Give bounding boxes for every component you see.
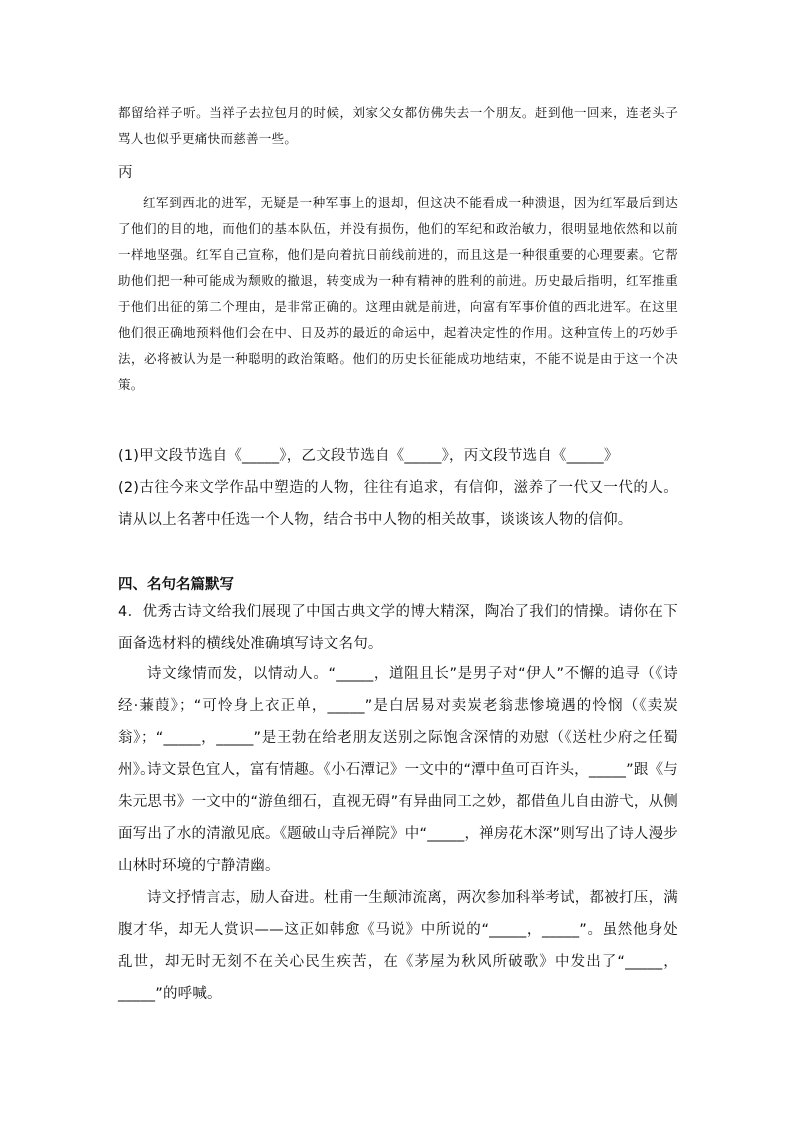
paragraph-emotion: 诗文缘情而发，以情动人。“_____，道阻且长”是男子对“伊人”不懈的追寻（《诗经·蒹葭》；“可怜身上衣正单，_____”是白居易对卖炭老翁悲惨境遇的怜悯（《卖炭翁》；“_____，_____”是王勃在给老朋友送别之际饱含深情的劝慰（《送杜少府之任蜀州》。: [118, 666, 678, 778]
section-four-title: 四、名句名篇默写: [118, 577, 234, 593]
passage-bing-text: 红军到西北的进军，无疑是一种军事上的退却，但这决不能看成一种溃退，因为红军最后到达了他们的目的地，而他们的基本队伍，并没有损伤，他们的军纪和政治敏力，很明显地依然和以前一样地坚强。红军自己宣称，他们是向着抗日前线前进的，而且这是一种很重要的心理要素。它帮助他们把一种可能成为颓败的撤退，转变成为一种有精神的胜利的前进。历史最后指明，红军推重于他们出征的第二个理由，是非常正确的。这理由就是前进，向富有军事价值的西北进军。在这里他们很正确地预料他们会在中、日及苏的最近的命运中，起着决定性的作用。这种宣传上的巧妙手法，必将被认为是一种聪明的政治策略。他们的历史长征能成功地结束，不能不说是由于这一个决策。: [118, 195, 678, 392]
paragraph-aspiration: 诗文抒情言志，励人奋进。杜甫一生颠沛流离，两次参加科举考试，都被打压，满腹才华，却无人赏识——这正如韩愈《马说》中所说的“_____，_____”。虽然他身处乱世，却无时无刻不在关心民生疾苦，在《茅屋为秋风所破歌》中发出了“_____，_____”的呼喊。: [118, 890, 678, 1002]
question-1: (1)甲文段节选自《_____》，乙文段节选自《_____》，丙文段节选自《_____》: [118, 448, 619, 464]
question-2: (2)古往今来文学作品中塑造的人物，往往有追求，有信仰，滋养了一代又一代的人。请从以上名著中任选一个人物，结合书中人物的相关故事，谈谈该人物的信仰。: [118, 480, 678, 528]
passage-jia-ending: 都留给祥子听。当祥子去拉包月的时候，刘家父女都仿佛失去一个朋友。赶到他一回来，连老头子骂人也似乎更痛快而慈善一些。: [118, 105, 678, 146]
passage-bing-label: 丙: [118, 165, 133, 181]
paragraph-scenery: 诗文景色宜人，富有情趣。《小石潭记》一文中的“潭中鱼可百许头，_____”跟《与朱元思书》一文中的“游鱼细石，直视无碍”有异曲同工之妙，都借鱼儿自由游弋，从侧面写出了水的清澈见底。《题破山寺后禅院》中“_____，禅房花木深”则写出了诗人漫步山林时环境的宁静清幽。: [118, 762, 678, 874]
question-4-intro: 4．优秀古诗文给我们展现了中国古典文学的博大精深，陶冶了我们的情操。请你在下面备选材料的横线处准确填写诗文名句。: [118, 604, 678, 652]
